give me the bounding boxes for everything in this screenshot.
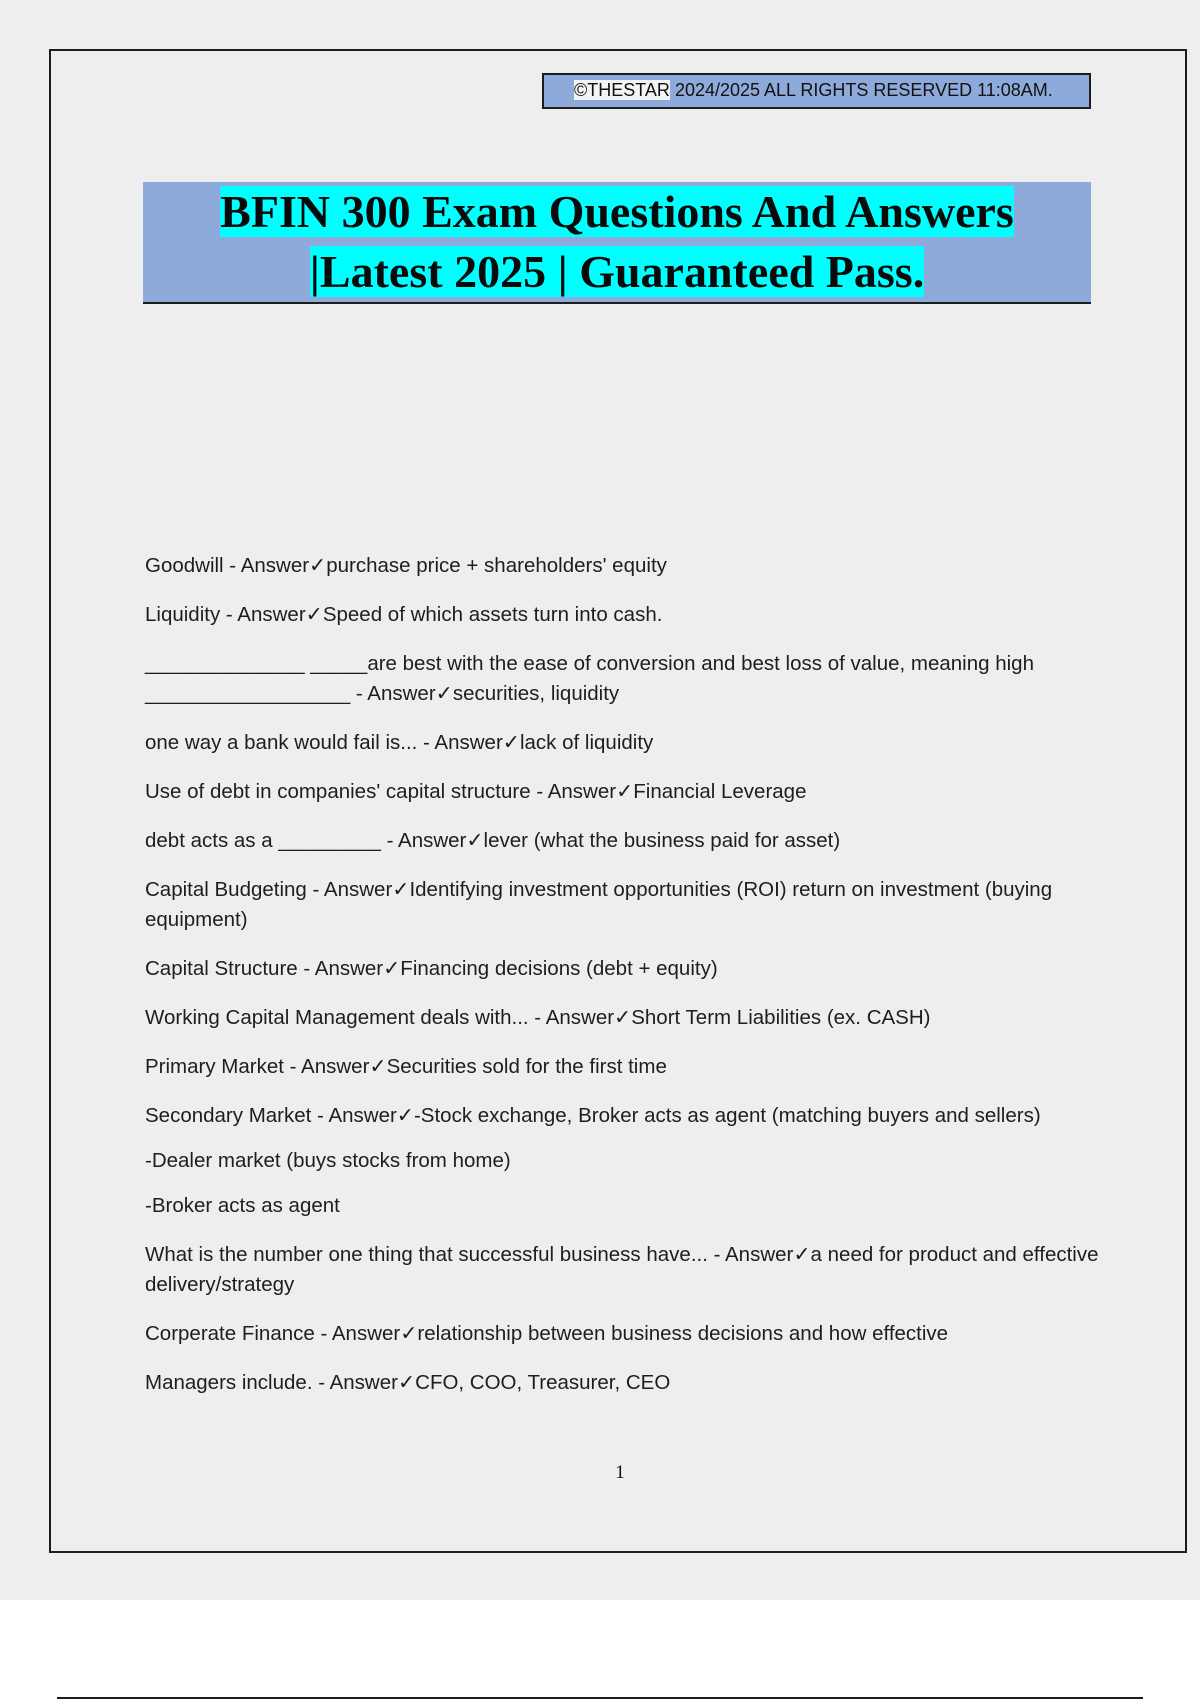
qa-item-debt-use: Use of debt in companies' capital structure - Answer✓Financial Leverage [145,780,807,803]
qa-list [145,551,1135,1417]
qa-item-dealer-market: -Dealer market (buys stocks from home) [145,1149,511,1172]
qa-item-liquidity: Liquidity - Answer✓Speed of which assets turn into cash. [145,603,663,626]
qa-item-debt-lever: debt acts as a _________ - Answer✓lever (what the business paid for asset) [145,829,841,852]
qa-item-capital-budgeting: Capital Budgeting - Answer✓Identifying investment opportunities (ROI) return on investment (buying equipment) [145,878,1053,931]
qa-item-capital-structure: Capital Structure - Answer✓Financing decisions (debt + equity) [145,957,718,980]
qa-item-successful-business: What is the number one thing that successful business have... - Answer✓a need for product and effective delivery/strategy [145,1243,1099,1296]
page-number: 1 [615,1462,625,1483]
qa-item-goodwill: Goodwill - Answer✓purchase price + shareholders' equity [145,554,667,577]
qa-item-corporate-finance: Corperate Finance - Answer✓relationship between business decisions and how effective [145,1322,949,1345]
qa-item-broker-agent: -Broker acts as agent [145,1194,340,1217]
qa-item-managers: Managers include. - Answer✓CFO, COO, Treasurer, CEO [145,1371,671,1394]
next-page-divider [57,1697,1143,1699]
qa-item-secondary-market: Secondary Market - Answer✓-Stock exchange, Broker acts as agent (matching buyers and sellers) [145,1104,1041,1127]
copyright-header [542,73,1091,109]
qa-item-primary-market: Primary Market - Answer✓Securities sold for the first time [145,1055,667,1078]
document-title [143,182,1091,304]
qa-item-securities-blank: ______________ _____are best with the ease of conversion and best loss of value, meaning high __________________ - Answer✓securities, liquidity [145,652,1034,705]
title-line-1: BFIN 300 Exam Questions And Answers [220,186,1014,237]
document-page [49,49,1187,1553]
copyright-text: 2024/2025 ALL RIGHTS RESERVED 11:08AM. [669,80,1053,100]
copyright-brand: ©THESTAR [574,80,670,100]
qa-item-working-capital: Working Capital Management deals with... - Answer✓Short Term Liabilities (ex. CASH) [145,1006,931,1029]
qa-item-bank-fail: one way a bank would fail is... - Answer✓lack of liquidity [145,731,654,754]
title-line-2: |Latest 2025 | Guaranteed Pass. [309,246,925,297]
